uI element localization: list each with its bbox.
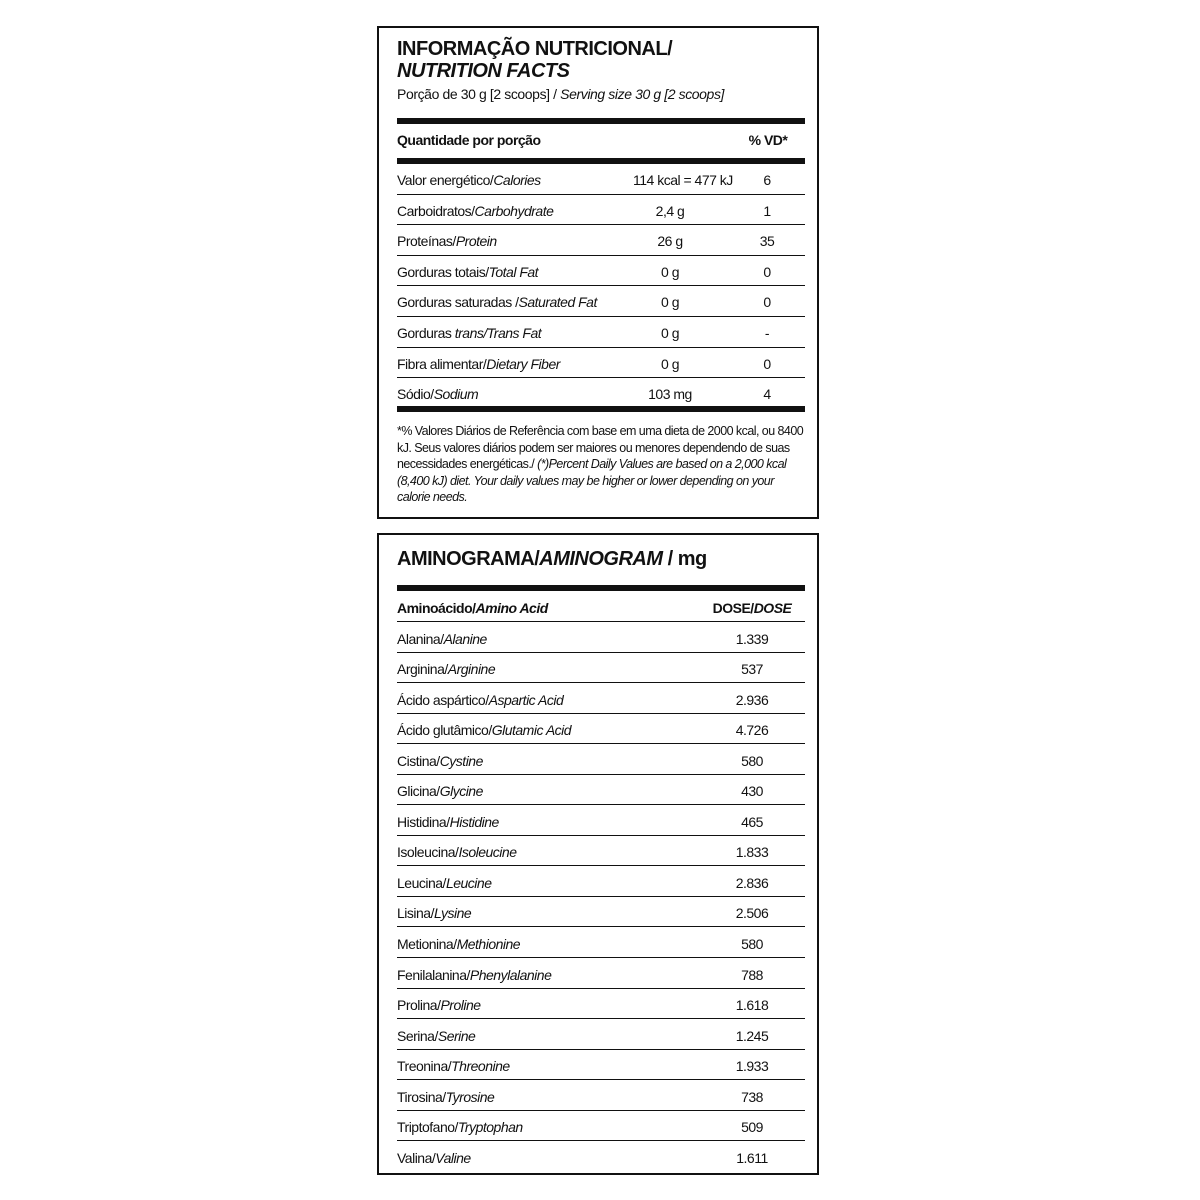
amino-acid-row: [397, 989, 805, 1020]
quantity-header: Quantidade por porção: [397, 132, 541, 148]
aminogram-panel: [377, 533, 819, 1175]
amino-acid-dose: 509: [741, 1119, 763, 1136]
footnote-pt: *% Valores Diários de Referência com base em uma dieta de 2000 kcal, ou 8400 kJ. Seus valores diários podem ser maiores ou menores dependendo de suas necessidades energéticas./: [397, 424, 804, 471]
nutrient-row: [397, 164, 805, 194]
nutrition-title-pt: INFORMAÇÃO NUTRICIONAL/: [397, 38, 673, 60]
nutrient-row: [397, 256, 805, 286]
amino-acid-row: [397, 866, 805, 897]
aminogram-table: [397, 535, 805, 1173]
amino-acid-row: [397, 897, 805, 928]
nutrient-dv: 0: [763, 294, 771, 311]
amino-acid-row: [397, 1141, 805, 1172]
amino-acid-name: Alanina/Alanine: [397, 630, 487, 647]
amino-acid-dose: 1.611: [736, 1149, 768, 1166]
table-bottom-bar: [397, 406, 805, 412]
nutrition-title-en: NUTRITION FACTS: [397, 60, 570, 82]
amino-acid-name: Glicina/Glycine: [397, 783, 483, 800]
amino-acid-dose: 430: [741, 783, 763, 800]
nutrient-name: Fibra alimentar/Dietary Fiber: [397, 355, 560, 372]
amino-acid-name: Leucina/Leucine: [397, 874, 492, 891]
amino-acid-dose: 465: [741, 813, 763, 830]
nutrition-table: [397, 28, 805, 517]
nutrient-dv: -: [764, 325, 770, 341]
amino-acid-dose: 1.245: [735, 1027, 769, 1044]
amino-acid-row: [397, 805, 805, 836]
nutrient-amount: 0 g: [661, 263, 679, 280]
nutrient-amount: 103 mg: [648, 386, 692, 403]
amino-acid-row: [397, 622, 805, 653]
nutrient-amount: 26 g: [657, 233, 683, 250]
nutrient-row: [397, 286, 805, 316]
amino-acid-row: [397, 1111, 805, 1142]
nutrient-dv: 1: [763, 202, 771, 219]
amino-acid-row: [397, 928, 805, 959]
amino-acid-row: [397, 1019, 805, 1050]
amino-acid-name: Ácido aspártico/Aspartic Acid: [397, 691, 564, 708]
amino-acid-dose: 1.833: [735, 844, 769, 861]
aminogram-title-unit: / mg: [662, 548, 707, 570]
nutrient-row: [397, 195, 805, 225]
amino-acid-dose: 738: [741, 1088, 763, 1105]
amino-acid-row: [397, 775, 805, 806]
amino-acid-header: Aminoácido/Amino Acid: [397, 599, 548, 616]
nutrient-dv: 0: [763, 355, 771, 372]
dose-header: DOSE/DOSE: [712, 599, 792, 616]
amino-acid-name: Tirosina/Tyrosine: [397, 1088, 495, 1105]
amino-acid-dose: 2.836: [735, 874, 769, 891]
nutrient-row: [397, 378, 805, 408]
amino-acid-dose: 788: [741, 966, 763, 983]
amino-acid-dose: 1.618: [735, 997, 769, 1014]
aminogram-header-row: [397, 591, 805, 622]
nutrient-name: Carboidratos/Carbohydrate: [397, 202, 554, 219]
amino-acid-dose: 1.339: [735, 630, 769, 647]
aminogram-title-en: AMINOGRAM: [539, 548, 663, 570]
nutrient-name: Valor energético/Calories: [397, 172, 541, 188]
serving-size-en: Serving size 30 g [2 scoops]: [560, 86, 725, 102]
nutrient-amount: 0 g: [661, 355, 679, 372]
amino-acid-dose: 580: [741, 936, 763, 952]
amino-acid-row: [397, 958, 805, 989]
nutrient-row: [397, 225, 805, 255]
amino-acid-name: Ácido glutâmico/Glutamic Acid: [397, 722, 572, 739]
amino-acid-row: [397, 653, 805, 684]
amino-acid-name: Treonina/Threonine: [397, 1058, 510, 1075]
nutrient-row: [397, 317, 805, 347]
amino-acid-name: Histidina/Histidine: [397, 813, 499, 830]
nutrient-row: [397, 348, 805, 378]
nutrient-amount: 0 g: [661, 325, 679, 341]
amino-acid-name: Arginina/Arginine: [397, 661, 496, 678]
amino-acid-row: [397, 1080, 805, 1111]
amino-acid-dose: 2.506: [735, 905, 769, 922]
amino-acid-dose: 580: [741, 752, 763, 769]
amino-acid-name: Cistina/Cystine: [397, 752, 483, 769]
amino-acid-row: [397, 836, 805, 867]
nutrient-name: Gorduras saturadas /Saturated Fat: [397, 294, 597, 311]
amino-acid-dose: 537: [741, 661, 763, 678]
nutrient-amount: 114 kcal = 477 kJ: [633, 172, 733, 188]
footnote-en: (*)Percent Daily Values are based on a 2,000 kcal (8,400 kJ) diet. Your daily values may be higher or lower depending on your calorie needs.: [397, 457, 787, 504]
nutrition-header-row: [397, 124, 805, 154]
nutrient-dv: 4: [763, 386, 771, 403]
amino-acid-name: Serina/Serine: [397, 1027, 476, 1044]
nutrient-name: Sódio/Sodium: [397, 386, 479, 403]
amino-acid-row: [397, 744, 805, 775]
nutrient-name: Proteínas/Protein: [397, 233, 497, 250]
amino-acid-row: [397, 1050, 805, 1081]
amino-acid-name: Fenilalanina/Phenylalanine: [397, 966, 552, 983]
dv-header: % VD*: [748, 132, 788, 148]
nutrient-name: Gorduras trans/Trans Fat: [397, 325, 542, 341]
nutrient-amount: 0 g: [661, 294, 679, 311]
amino-acid-name: Lisina/Lysine: [397, 905, 472, 922]
amino-acid-dose: 2.936: [735, 691, 769, 708]
nutrition-facts-panel: [377, 26, 819, 519]
amino-acid-name: Prolina/Proline: [397, 997, 481, 1014]
amino-acid-dose: 1.933: [735, 1058, 769, 1075]
nutrient-dv: 35: [759, 233, 775, 250]
amino-acid-name: Isoleucina/Isoleucine: [397, 844, 517, 861]
nutrient-dv: 6: [763, 172, 771, 188]
nutrient-name: Gorduras totais/Total Fat: [397, 263, 539, 280]
amino-acid-name: Metionina/Methionine: [397, 936, 521, 952]
daily-values-footnote: [397, 423, 805, 506]
amino-acid-row: [397, 714, 805, 745]
nutrient-amount: 2,4 g: [655, 202, 685, 219]
serving-size-pt: Porção de 30 g [2 scoops] /: [397, 86, 561, 102]
amino-acid-name: Valina/Valine: [397, 1149, 471, 1166]
nutrient-dv: 0: [763, 263, 771, 280]
aminogram-title-pt: AMINOGRAMA/: [397, 548, 540, 570]
amino-acid-name: Triptofano/Tryptophan: [397, 1119, 523, 1136]
amino-acid-dose: 4.726: [735, 722, 769, 739]
amino-acid-row: [397, 683, 805, 714]
